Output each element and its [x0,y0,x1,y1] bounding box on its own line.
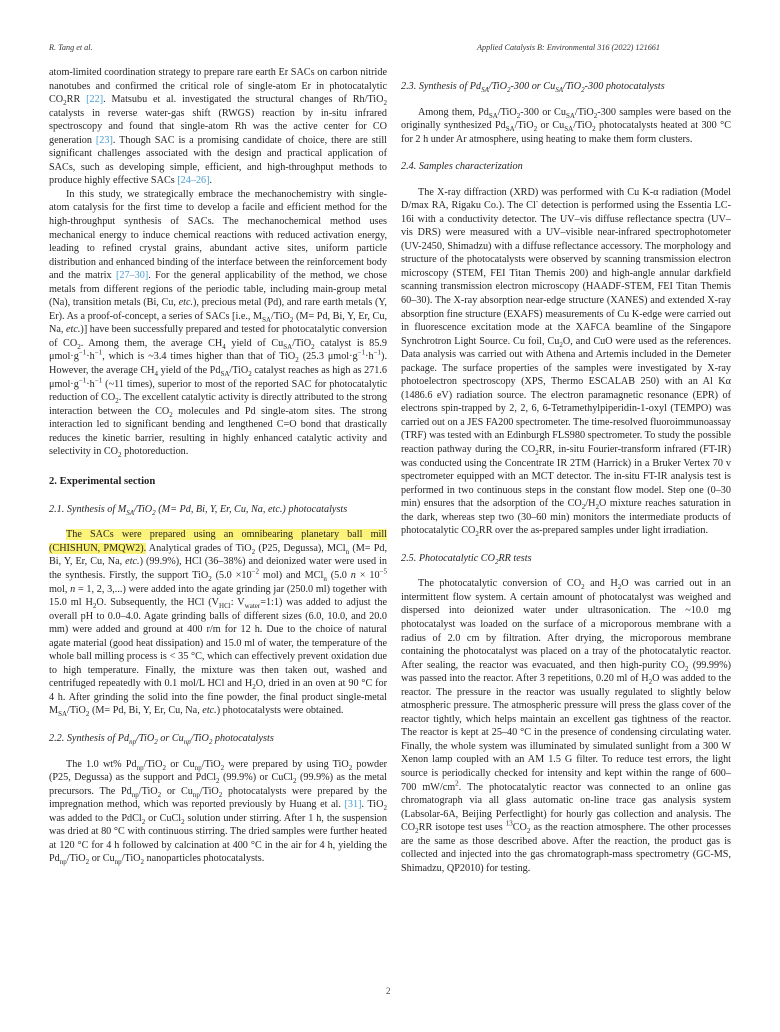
paragraph-intro-continued: atom-limited coordination strategy to prepare rare earth Er SACs on carbon nitride nanotubes and confirmed the critical role of single-atom Er in photocatalytic $CO_2RR$ [22]. Matsubu et al. investigated the structural changes of Rh/TiO$_2$ catalysts in reverse water-gas shift (RWGS) reaction by in-situ infrared spectroscopy and found that single-atom Rh was the active center for CO generation [23]. Though SAC is a promising candidate of choice, there are still significant challenges associated with the design and practical application of SACs, such as developing simple, efficient, and high-throughput methods to produce highly effective SACs [24–26]. [49,67,388,187]
highlighted-text: The SACs were prepared using an omnibearing planetary ball mill (CHISHUN, PMQW2). [49,529,387,554]
reference-link[interactable]: [27–30] [115,270,149,282]
right-column [401,66,731,875]
paragraph-characterization: The X-ray diffraction (XRD) was performed with Cu K-α radiation (Model D/max RA, Rigaku Co.). The Cl- detection is performed using the Essentia LC-16i with a conductivity detector. The UV–vis diffuse reflectance spectra (UV–vis DRS) were measured with a UV–visible near-infrared spectrophotometer (UV-2450, Shimadzu) with a diffuse reflectance accessory. The morphology and structure of the photocatalysts were observed by scanning transmission electron microscopy (STEM, FEI Titan Themis 200) and high-angle annular darkfield scanning transmission electron microscopy (HAADF-STEM, FEI Titan Themis 60–30). The X-ray absorption near-edge structure (XANES) and extended X-ray absorption fine structure (EXAFS) measurements of Cu K-edge were carried out in fluorescence excitation mode at the XAFCA beamline of the Singapore Synchrotron Light Source. Cu foil, $Cu_2O$, and CuO were used as the references. Data analysis was carried out with Athena and Artemis included in the Demeter package. The surface properties of the samples were investigated by X-ray photoelectron spectroscopy (XPS, Thermo ESCALAB 250) with an Al Kα (1486.6 eV) radiation source. The electron paramagnetic resonance (EPR) of electrons spin-trapped by 2, 2, 6, 6-Tetramethylpiperidin-1-oxyl (TEMPO) was carried out on a JES FA200 spectrometer. The time-resolved fluoroimmunoassay (TRF) was tested with an Edinburgh FLS980 spectrometer. To study the possible reaction pathway during the $CO_2RR$, in-situ Fourier-transform infrared (FT-IR) was conducted using the Concentrate IR 2TM (Harrick) in a Bruker Vertex 70 v spectrometer equipped with an MCT detector. The in-situ FT-IR analysis test is performed in two continuous steps in the constant flow model. Step one (0–30 min) ensures that the adsorption of the $CO_2/H_2O$ mixture reaches saturation in the dark, whereas step two (30–60 min) monitors the intermediate products of photocatalytic $CO_2RR$ over the as-prepared samples under light irradiation. [401,186,732,539]
paragraph-synthesis-msa: The SACs were prepared using an omnibearing planetary ball mill (CHISHUN, PMQW2). Analytical grades of TiO$_2$ (P25, Degussa), MCl$_n$ (M= Pd, Bi, Y, Er, Cu, Na, etc.) (99.9%), HCl (36–38%) and deionized water were used in the synthesis. Firstly, the support TiO$_2$ ($5.0 \times 10^{-2}$ mol) and MCl$_n$ (5.0 $n \times 10^{-5}$ mol, n = 1, 2, 3,...) were added into the agate grinding jar (250.0 ml) together with 15.0 ml $H_2O$. Subsequently, the HCl ($V_{HCl}$: $V_{water}=1:1$) was added to adjust the overall pH to 0.0–4.0. Agate grinding balls of different sizes (6.0, 10.0, and 20.0 mm) were added and ground at 400 r/m for 12 h. Due to the choice of natural agate material (good heat dissipation) and 15.0 ml of water, the temperature of the whole ball milling process is < 35 °C, which can effectively prevent oxidation due to high temperature. Finally, the mixture was then taken out, washed and centrifuged repeatedly with 0.1 mol/L HCl and $H_2O$, dried in an oven at 90 °C for 4 h. After grinding the solid into the fine powder, the final product single-metal $M_{SA}/TiO_2$ (M= Pd, Bi, Y, Er, Cu, Na, etc.) photocatalysts were obtained. [49,529,387,719]
running-head-authors: R. Tang et al. [49,43,93,52]
running-head-journal: Applied Catalysis B: Environmental 316 (2022) 121661 [477,43,660,52]
page-number: 2 [386,986,391,996]
reference-link[interactable]: [31] [344,799,362,811]
subsection-heading-2-4: 2.4. Samples characterization [401,161,523,173]
left-column [49,66,387,866]
subsection-heading-2-5: 2.5. Photocatalytic $CO_2RR$ tests [401,552,532,566]
subsection-heading-2-1: 2.1. Synthesis of $M_{SA}/TiO_2$ (M= Pd, Bi, Y, Er, Cu, Na, etc.) photocatalysts [49,503,348,517]
reference-link[interactable]: [23] [95,134,113,146]
subsection-heading-2-3: 2.3. Synthesis of $Pd_{SA}/TiO_2-300$ or $Cu_{SA}/TiO_2-300$ photocatalysts [401,81,665,95]
section-heading-experimental: 2. Experimental section [49,475,156,487]
paragraph-this-study: In this study, we strategically embrace the mechanochemistry with single-atom catalysis for the first time to develop a facile and efficient method for the high-throughput synthesis of SACs. The mechanochemical method uses mechanical energy to induce chemical reactions with reduced activation energy, leading to refined crystal grains, abundant active sites, uniform particle distribution and enhanced binding of the interface between the reinforcement body and the matrix [27–30]. For the general applicability of the method, we chose metals from different regions of the periodic table, including main-group metal (Na), transition metals (Bi, Cu, etc.), precious metal (Pd), and rare earth metals (Y, Er). As a proof-of-concept, a series of SACs [i.e., $M_{SA}/TiO_2$ (M= Pd, Bi, Y, Er, Cu, Na, etc.)] have been successfully prepared and tested for photocatalytic conversion of $CO_2$. Among them, the average $CH_4$ yield of $Cu_{SA}/TiO_2$ catalyst is 85.9 $\mu mol\cdot g^{-1}\cdot h^{-1}$, which is ~3.4 times higher than that of TiO$_2$ (25.3 $\mu mol\cdot g^{-1}\cdot h^{-1}$). However, the average $CH_4$ yield of the $Pd_{SA}/TiO_2$ catalyst reaches as high as 271.6 $\mu mol\cdot g^{-1}\cdot h^{-1}$ (~11 times), superior to most of the reported SAC for photocatalytic reduction of $CO_2$. The excellent catalytic activity is directly attributed to the strong interaction between the $CO_2$ molecules and Pd single-atom sites. The strong interaction led to significant bending and lengthened C=O bond that drastically reduces the kinetic barrier, resulting in highly enhanced catalytic activity and selectivity in $CO_2$ photoreduction. [49,188,388,460]
paragraph-synthesis-300: Among them, $Pd_{SA}/TiO_2-300$ or $Cu_{SA}/TiO_2-300$ samples were based on the originally synthesized $Pd_{SA}/TiO_2$ or $Cu_{SA}/TiO_2$ photocatalysts heated at 300 °C for 2 h under Ar atmosphere, using heating to make them form clusters. [401,106,731,145]
subsection-heading-2-2: 2.2. Synthesis of $Pd_{np}/TiO_2$ or $Cu_{np}/TiO_2$ photocatalysts [49,733,274,747]
reference-link[interactable]: [22] [86,94,104,106]
paragraph-synthesis-np: The 1.0 wt% $Pd_{np}/TiO_2$ or $Cu_{np}/TiO_2$ were prepared by using TiO$_2$ powder (P25, Degussa) as the support and PdCl$_2$ (99.9%) or CuCl$_2$ (99.9%) as the metal precursors. The $Pd_{np}/TiO_2$ or $Cu_{np}/TiO_2$ photocatalysts were prepared by the impregnation method, which was reported previously by Huang et al. [31]. TiO$_2$ was added to the PdCl$_2$ or CuCl$_2$ solution under stirring. After 1 h, the suspension was dried at 80 °C with continuous stirring. The dried samples were further heated at 120 °C for 4 h followed by calcination at 400 °C in the air for 4 h, yielding the $Pd_{np}/TiO_2$ or $Cu_{np}/TiO_2$ nanoparticles photocatalysts. [49,758,387,867]
reference-link[interactable]: [24–26] [177,175,210,187]
paragraph-co2rr-tests: The photocatalytic conversion of $CO_2$ and $H_2O$ was carried out in an intermittent flow system. A certain amount of photocatalyst was weighed and dispersed into deionized water under ultrasonication. The ~10.0 mg photocatalyst was loaded on the surface of a microporous membrane with a radius of 2.0 cm by filtration. After drying, the microporous membrane containing the photocatalyst was placed on a tray of the photocatalytic reactor. After sealing, the reactor was evacuated, and then high-purity $CO_2$ (99.99%) was passed into the reactor. After 3 repetitions, 0.20 ml of $H_2O$ was added to the reactor. The pressure in the reactor was usually regulated to slightly below atmospheric pressure. The atmospheric pressure will press the glass cover of the reactor tightly, which helps maintain an excellent gas tightness of the reactor. The reactor is kept at 25–40 °C in the presence of condensing circulating water. Finally, the whole system was illuminated by simulated sunlight from a 300 W Xenon lamp coupled with an AM 1.5 G filter. To reduce test errors, the light source is periodically checked for intensity and kept within the range of 600–700 $mW/cm^2$. The photocatalytic reactor was connected to an online gas chromatograph via all glass automatic on-line trace gas analysis system (Labsolar-6A, Beijing Perfectlight) for hourly gas collection and analysis. The $CO_2RR$ isotope test uses $^{13}CO_2$ as the reaction atmosphere. The other processes are the same as those described above. After the reaction, the product gas is collected and injected into the gas chromatograph-mass spectrometry (GC-MS, Shimadzu, QP2010) for testing. [401,578,731,874]
